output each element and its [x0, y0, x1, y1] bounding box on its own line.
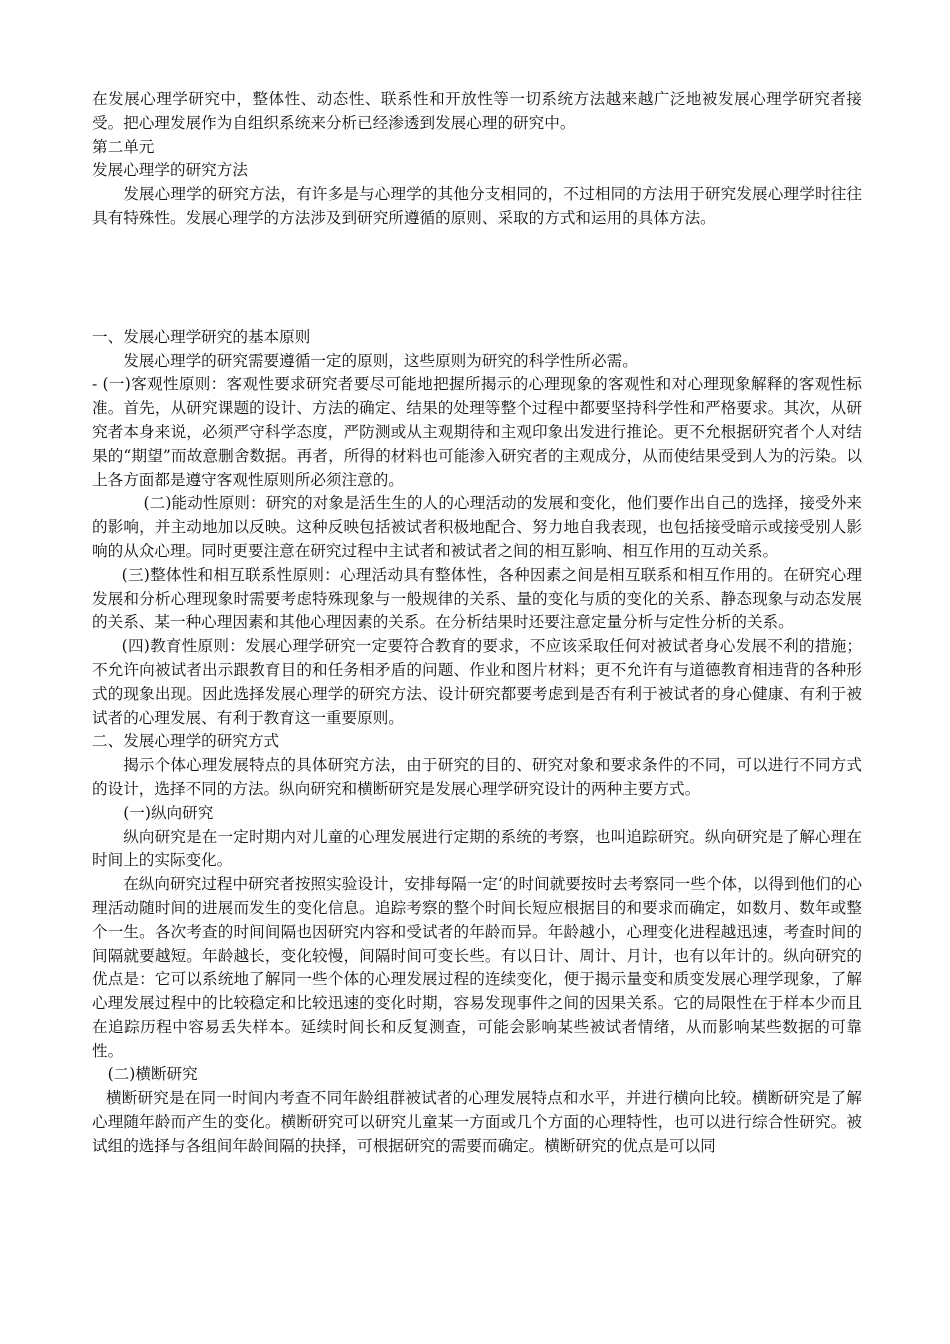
longitudinal-detail: 在纵向研究过程中研究者按照实验设计，安排每隔一定‘的时间就要按时去考察同一些个体，以得到他们的心理活动随时间的进展而发生的变化信息。追踪考察的整个时间长短应根据目的和要求而确定，如数月、数年或整个一生。各次考查的时间间隔也因研究内容和受试者的年龄而异。年龄越小，心理变化进程越迅速，考查时间的间隔就要越短。年龄越长，变化较慢，间隔时间可变长些。有以日计、周计、月计，也有以年计的。纵向研究的优点是：它可以系统地了解同一些个体的心理发展过程的连续变化，便于揭示量变和质变发展心理学现象，了解心理发展过程中的比较稳定和比较迅速的变化时期，容易发现事件之间的因果关系。它的局限性在于样本少而且在追踪历程中容易丢失样本。延续时间长和反复测查，可能会影响某些被试者情绪，从而影响某些数据的可靠性。 — [92, 875, 862, 1060]
longitudinal-heading: (一)纵向研究 — [123, 803, 214, 822]
cross-sectional-heading: (二)横断研究 — [107, 1065, 198, 1084]
chapter-intro: 发展心理学的研究方法，有许多是与心理学的其他分支相同的，不过相同的方法用于研究发展心理学时往往具有特殊性。发展心理学的方法涉及到研究所遵循的原则、采取的方式和运用的具体方法。 — [92, 185, 862, 227]
section2-heading: 二、发展心理学的研究方式 — [92, 732, 280, 751]
document-page — [92, 88, 862, 1159]
unit-title: 第二单元 — [92, 137, 155, 156]
section1-heading: 一、发展心理学研究的基本原则 — [92, 327, 311, 346]
longitudinal-definition: 纵向研究是在一定时期内对儿童的心理发展进行定期的系统的考察，也叫追踪研究。纵向研究是了解心理在时间上的实际变化。 — [92, 827, 862, 870]
principle-integrity: (三)整体性和相互联系性原则：心理活动具有整体性，各种因素之间是相互联系和相互作用的。在研究心理发展和分析心理现象时需要考虑特殊现象与一般规律的关系、量的变化与质的变化的关系、静态现象与动态发展的关系、某一种心理因素和其他心理因素的关系。在分析结果时还要注意定量分析与定性分析的关系。 — [92, 565, 862, 632]
principle-objectivity: - (一)客观性原则：客观性要求研究者要尽可能地把握所揭示的心理现象的客观性和对心理现象解释的客观性标准。首先，从研究课题的设计、方法的确定、结果的处理等整个过程中都要坚持科学性和严格要求。其次，从研究者本身来说，必须严守科学态度，严防测或从主观期待和主观印象出发进行推论。更不允根据研究者个人对结果的“期望”而故意删舍数据。再者，所得的材料也可能渗入研究者的主观成分，从而使结果受到人为的污染。以上各方面都是遵守客观性原则所必须注意的。 — [92, 375, 862, 489]
section2-intro: 揭示个体心理发展特点的具体研究方法，由于研究的目的、研究对象和要求条件的不同，可以进行不同方式的设计，选择不同的方法。纵向研究和横断研究是发展心理学研究设计的两种主要方式。 — [92, 756, 862, 798]
chapter-title: 发展心理学的研究方法 — [92, 161, 248, 180]
paragraph-systems-methods: 在发展心理学研究中，整体性、动态性、联系性和开放性等一切系统方法越来越广泛地被发展心理学研究者接受。把心理发展作为自组织系统来分析已经渗透到发展心理的研究中。 — [92, 90, 862, 132]
section1-intro: 发展心理学的研究需要遵循一定的原则，这些原则为研究的科学性所必需。 — [123, 351, 638, 370]
principle-initiative: (二)能动性原则：研究的对象是活生生的人的心理活动的发展和变化，他们要作出自己的选择，接受外来的影响，并主动地加以反映。这种反映包括被试者积极地配合、努力地自我表现，也包括接受暗示或接受别人影响的从众心理。同时更要注意在研究过程中主试者和被试者之间的相互影响、相互作用的互动关系。 — [92, 494, 862, 560]
cross-sectional-detail: 横断研究是在同一时间内考查不同年龄组群被试者的心理发展特点和水平，并进行横向比较。横断研究是了解心理随年龄而产生的变化。横断研究可以研究儿童某一方面或几个方面的心理特性，也可以进行综合性研究。被试组的选择与各组间年龄间隔的抉择，可根据研究的需要而确定。横断研究的优点是可以同 — [92, 1089, 862, 1155]
principle-education: (四)教育性原则：发展心理学研究一定要符合教育的要求，不应该采取任何对被试者身心发展不利的措施；不允许向被试者出示跟教育目的和任务相矛盾的问题、作业和图片材料；更不允许有与道德教育相违背的各种形式的现象出现。因此选择发展心理学的研究方法、设计研究都要考虑到是否有利于被试者的身心健康、有利于被试者的心理发展、有利于教育这一重要原则。 — [92, 637, 862, 727]
blank-space — [92, 231, 862, 326]
